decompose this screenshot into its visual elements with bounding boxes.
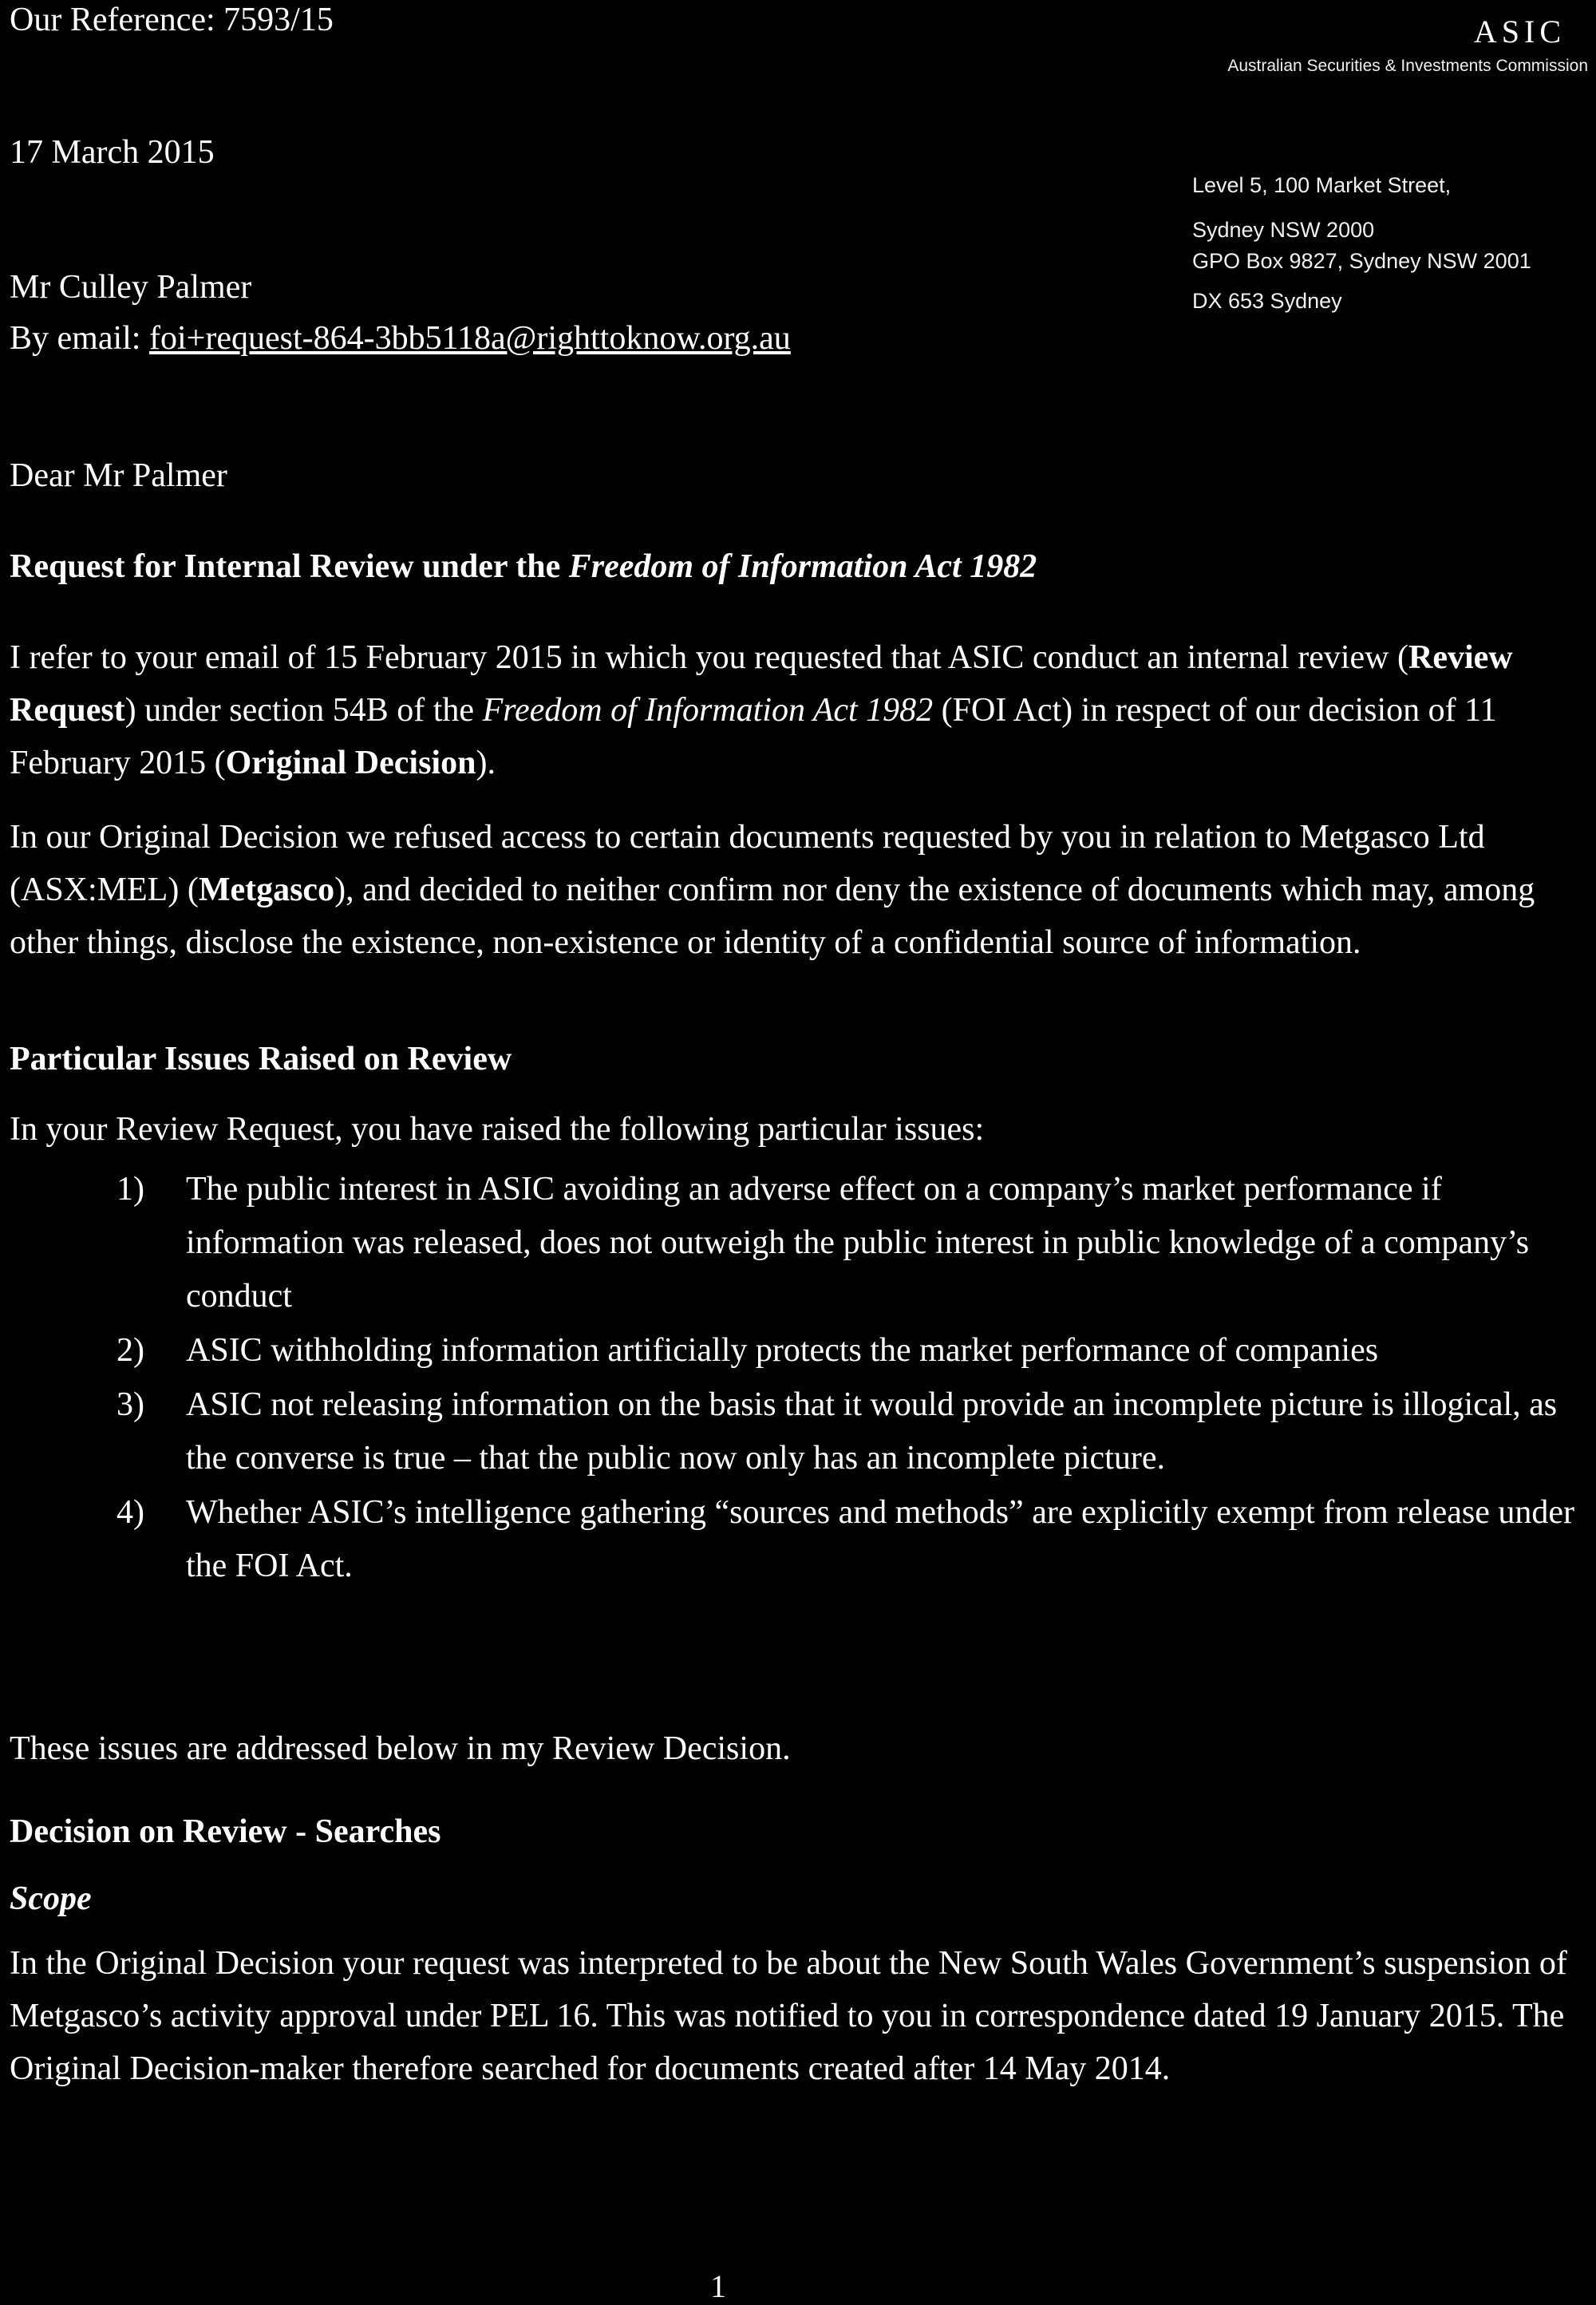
issues-closing: These issues are addressed below in my Review Decision. xyxy=(10,1730,791,1767)
para1-text-c: ) under section 54B of the xyxy=(124,692,483,729)
section-heading-decision: Decision on Review - Searches xyxy=(10,1813,441,1850)
letter-date: 17 March 2015 xyxy=(10,134,215,171)
para2-text-c: ), and decided to neither confirm nor deny the existence of documents which may, among other things, disclose the existence, non-existence or identity of a confidential source of information. xyxy=(10,872,1535,961)
salutation: Dear Mr Palmer xyxy=(10,457,227,494)
list-item-text: The public interest in ASIC avoiding an adverse effect on a company’s market performance if information was released, does not outweigh the public interest in public knowledge of a company’s conduct xyxy=(186,1171,1530,1315)
recipient-email-line xyxy=(10,312,791,365)
address-line-3: GPO Box 9827, Sydney NSW 2001 xyxy=(1192,249,1531,273)
list-item-number: 3) xyxy=(117,1386,144,1423)
para2-metgasco: Metgasco xyxy=(198,872,335,908)
para1-text-g: ). xyxy=(476,745,496,781)
paragraph-scope: In the Original Decision your request was interpreted to be about the New South Wales Government’s suspension of Metgasco’s activity approval under PEL 16. This was notified to you in correspondence dated 19 January 2015. The Original Decision-maker therefore searched for documents created after 14 May 2014. xyxy=(10,1945,1567,2087)
list-item xyxy=(0,1378,1588,1485)
list-item xyxy=(0,1324,1588,1378)
list-item-text: Whether ASIC’s intelligence gathering “sources and methods” are explicitly exempt from release under the FOI Act. xyxy=(186,1494,1575,1584)
paragraph-original-decision xyxy=(10,811,1586,969)
paragraph-intro xyxy=(10,631,1586,789)
subheading-scope: Scope xyxy=(10,1880,92,1917)
title-prefix: Request for Internal Review under the xyxy=(10,548,569,585)
list-item-text: ASIC withholding information artificially protects the market performance of companies xyxy=(186,1332,1379,1369)
list-item xyxy=(0,1486,1588,1593)
email-label: By email: xyxy=(10,320,149,357)
para1-text-a: I refer to your email of 15 February 2015 in which you requested that ASIC conduct an internal review ( xyxy=(10,639,1408,676)
para1-original-decision: Original Decision xyxy=(225,745,476,781)
issues-list xyxy=(0,1163,1588,1594)
email-link[interactable]: foi+request-864-3bb5118a@righttoknow.org.au xyxy=(148,320,791,357)
list-item xyxy=(0,1163,1588,1323)
address-line-2: Sydney NSW 2000 xyxy=(1192,218,1375,242)
para1-review-request: Review Request xyxy=(10,639,1513,729)
address-line-4: DX 653 Sydney xyxy=(1192,289,1342,313)
page-number: 1 xyxy=(710,2268,726,2304)
section-heading-issues: Particular Issues Raised on Review xyxy=(10,1041,512,1077)
list-item-number: 2) xyxy=(117,1332,144,1369)
letter-title xyxy=(10,543,1037,591)
list-item-text: ASIC not releasing information on the basis that it would provide an incomplete picture is illogical, as the converse is true – that the public now only has an incomplete picture. xyxy=(186,1386,1558,1477)
recipient-name: Mr Culley Palmer xyxy=(10,269,252,306)
org-name: Australian Securities & Investments Commission xyxy=(1227,57,1588,75)
issues-intro: In your Review Request, you have raised the following particular issues: xyxy=(10,1111,985,1148)
para1-act-name: Freedom of Information Act 1982 xyxy=(482,692,934,729)
para1-text-e: (FOI Act) in respect of our decision of 11 February 2015 ( xyxy=(10,692,1497,781)
title-act: Freedom of Information Act 1982 xyxy=(568,548,1037,585)
para2-text-a: In our Original Decision we refused access to certain documents requested by you in relation to Metgasco Ltd (ASX:MEL) ( xyxy=(10,819,1485,908)
list-item-number: 1) xyxy=(117,1171,144,1208)
address-line-1: Level 5, 100 Market Street, xyxy=(1192,173,1452,197)
reference-number: Our Reference: 7593/15 xyxy=(10,2,334,38)
asic-logo: ASIC xyxy=(1473,14,1566,49)
list-item-number: 4) xyxy=(117,1494,144,1531)
